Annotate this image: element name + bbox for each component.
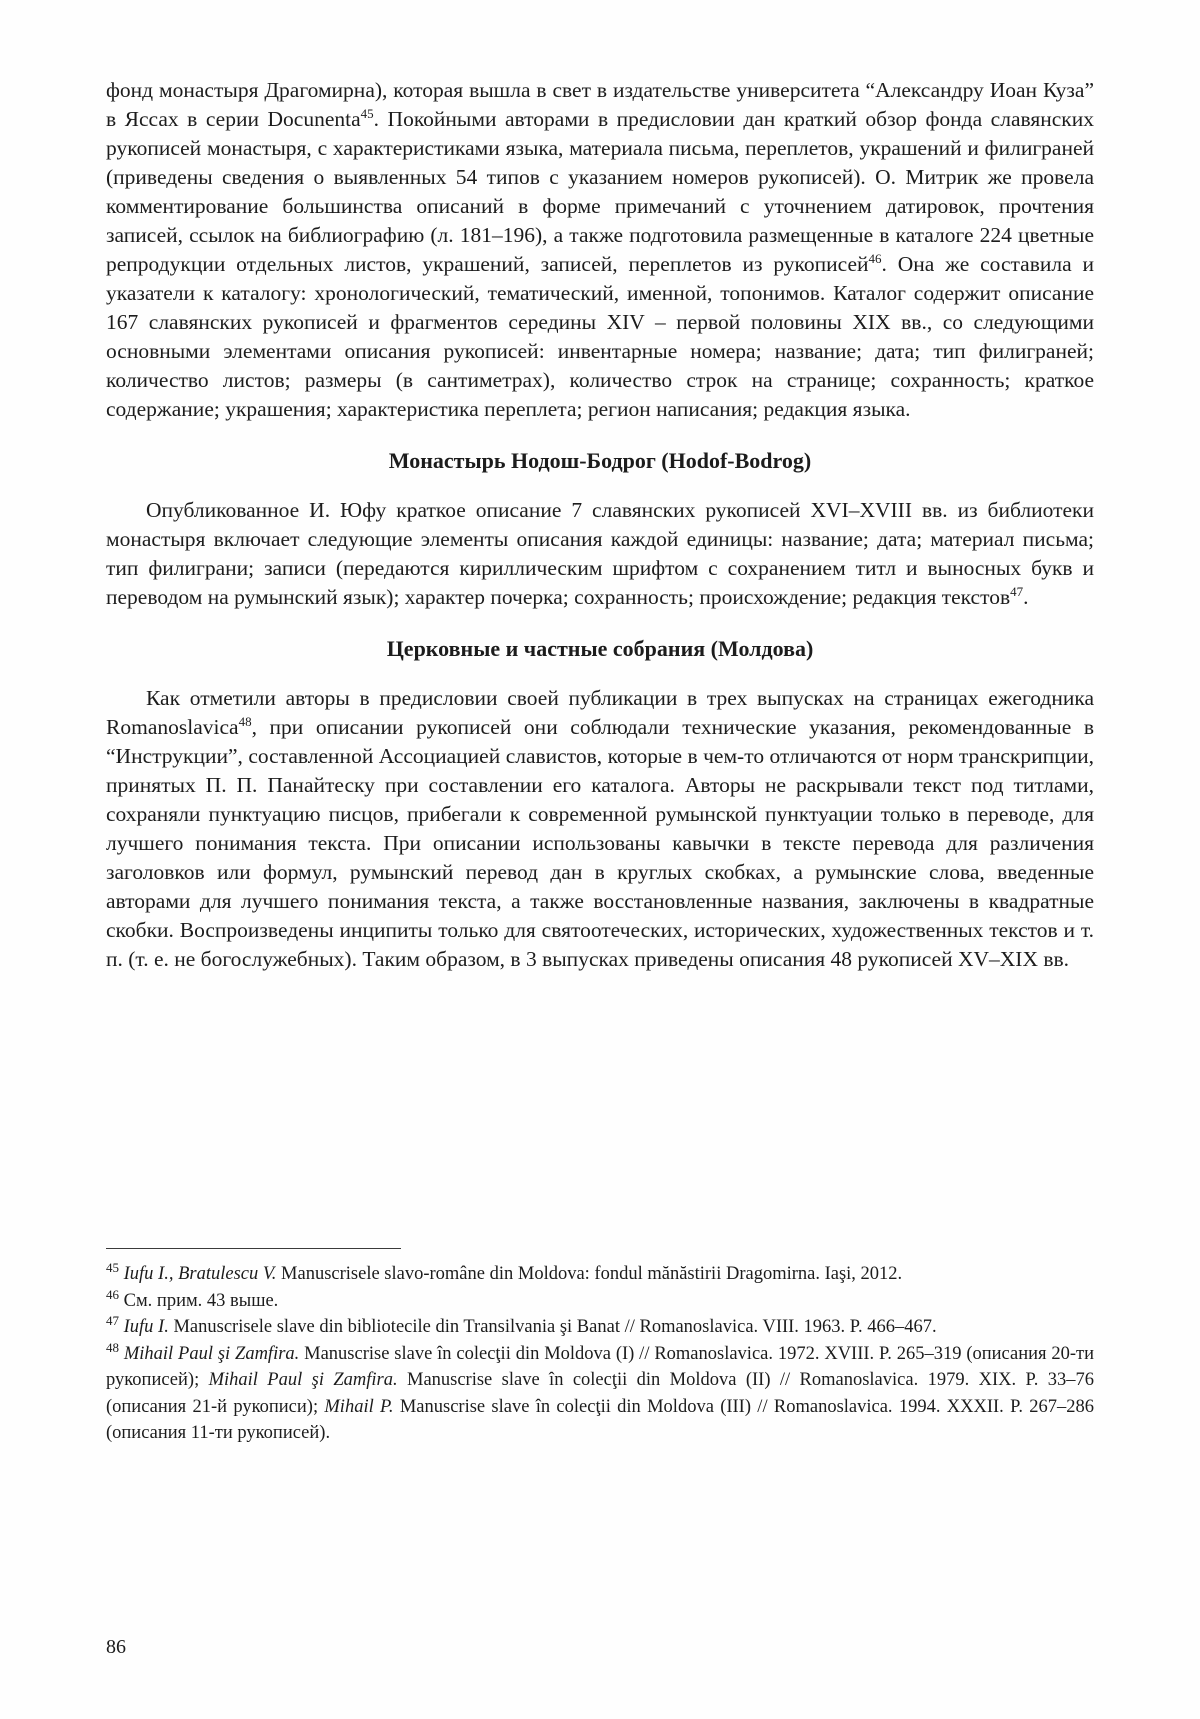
footnotes-section — [106, 1248, 1094, 1447]
text-run: , при описании рукописей они соблюдали технические указания, рекомендованные в “Инструкции”, составленной Ассоциацией славистов, которые в чем-то отличаются от норм транскрипции, принятых П. П. Панайтеску при составлении его каталога. Авторы не раскрывали текст под титлами, сохраняли пунктуацию писцов, прибегали к современной румынской пунктуации только в переводе, для лучшего понимания текста. При описании использованы кавычки в тексте перевода для различения заголовков или формул, румынский перевод дан в круглых скобках, а румынские слова, введенные авторами для лучшего понимания текста, а также восстановленные названия, заключены в квадратные скобки. Воспроизведены инципиты только для святоотеческих, исторических, художественных текстов и т. п. (т. е. не богослужебных). Таким образом, в 3 выпусках приведены описания 48 рукописей XV–XIX вв. — [106, 715, 1094, 971]
text-run: Опубликованное И. Юфу краткое описание 7 славянских рукописей XVI–XVIII вв. из библиотеки монастыря включает следующие элементы описания каждой единицы: название; дата; материал письма; тип филиграни; записи (передаются кириллическим шрифтом с сохранением титл и выносных букв и переводом на румынский язык); характер почерка; сохранность; происхождение; редакция текстов — [106, 498, 1094, 609]
footnote-marker: 46 — [106, 1286, 119, 1302]
footnote-marker: 45 — [106, 1259, 119, 1275]
body-paragraph — [106, 496, 1094, 612]
body-paragraph — [106, 684, 1094, 974]
text-run: Manuscrise slave în colecţii din Moldova (I) // Romanoslavica. 1972. XVIII. P. 265–319 (описания 20-ти рукописей); — [106, 1343, 1095, 1390]
section-heading: Монастырь Нодош-Бодрог (Hodof-Bodrog) — [388, 448, 812, 473]
page-number: 86 — [106, 1636, 126, 1658]
italic-text-run: Mihail Paul şi Zamfira. — [123, 1343, 300, 1364]
text-run: фонд монастыря Драгомирна), которая вышла в свет в издательстве университета “Александру Иоан Куза” в Яссах в серии Docunenta — [106, 78, 1094, 131]
footnote-item — [106, 1288, 1094, 1315]
italic-text-run: Iufu I. — [123, 1317, 169, 1337]
footnote-item — [106, 1261, 1094, 1288]
section-heading: Церковные и частные собрания (Молдова) — [386, 636, 814, 661]
footnote-list — [106, 1261, 1094, 1447]
text-run: Manuscrisele slavo-române din Moldova: fondul mănăstirii Dragomirna. Iaşi, 2012. — [276, 1264, 903, 1284]
footnote-item — [106, 1341, 1094, 1447]
italic-text-run: Mihail P. — [324, 1396, 394, 1417]
text-run: . Покойными авторами в предисловии дан краткий обзор фонда славянских рукописей монастыря, с характеристиками языка, материала письма, переплетов, украшений и филиграней (приведены сведения о выявленных 54 типов с указанием номеров рукописей). О. Митрик же провела комментирование большинства описаний в форме примечаний с уточнением датировок, прочтения записей, ссылок на библиографию (л. 181–196), а также подготовила размещенные в каталоге 224 цветные репродукции отдельных листов, украшений, записей, переплетов из рукописей — [106, 107, 1094, 276]
footnote-ref: 46 — [868, 250, 882, 266]
text-run: Manuscrisele slave din bibliotecile din Transilvania şi Banat // Romanoslavica. VIII. 1963. P. 466–467. — [168, 1317, 937, 1337]
text-run: . — [1023, 585, 1029, 609]
text-run: Как отметили авторы в предисловии своей публикации в трех выпусках на страницах ежегодника Romanoslavica — [106, 686, 1094, 739]
text-run: Manuscrise slave în colecţii din Moldova (II) // Romanoslavica. 1979. XIX. P. 33–76 (описания 21-й рукописи); — [106, 1370, 1094, 1417]
italic-text-run: Iufu I., Bratulescu V. — [123, 1264, 277, 1284]
footnote-marker: 48 — [106, 1339, 119, 1355]
italic-text-run: Mihail Paul şi Zamfira. — [208, 1370, 398, 1390]
text-run: См. прим. 43 выше. — [123, 1290, 279, 1311]
text-run: . Она же составила и указатели к каталогу: хронологический, тематический, именной, топонимов. Каталог содержит описание 167 славянских рукописей и фрагментов середины XIV – первой половины XIX вв., со следующими основными элементами описания рукописей: инвентарные номера; название; дата; тип филиграней; количество листов; размеры (в сантиметрах), количество строк на странице; сохранность; краткое содержание; украшения; характеристика переплета; регион написания; редакция языка. — [106, 252, 1094, 421]
footnote-separator — [106, 1248, 401, 1249]
footnote-ref: 47 — [1010, 583, 1024, 599]
footnote-ref: 45 — [360, 105, 374, 121]
footnote-item — [106, 1314, 1094, 1341]
body-paragraph — [106, 76, 1094, 424]
footnote-ref: 48 — [238, 713, 252, 729]
footnote-marker: 47 — [106, 1312, 119, 1328]
body-content — [106, 76, 1094, 974]
text-run: Manuscrise slave în colecţii din Moldova (III) // Romanoslavica. 1994. XXXII. P. 267–286 (описания 11-ти рукописей). — [106, 1396, 1095, 1443]
